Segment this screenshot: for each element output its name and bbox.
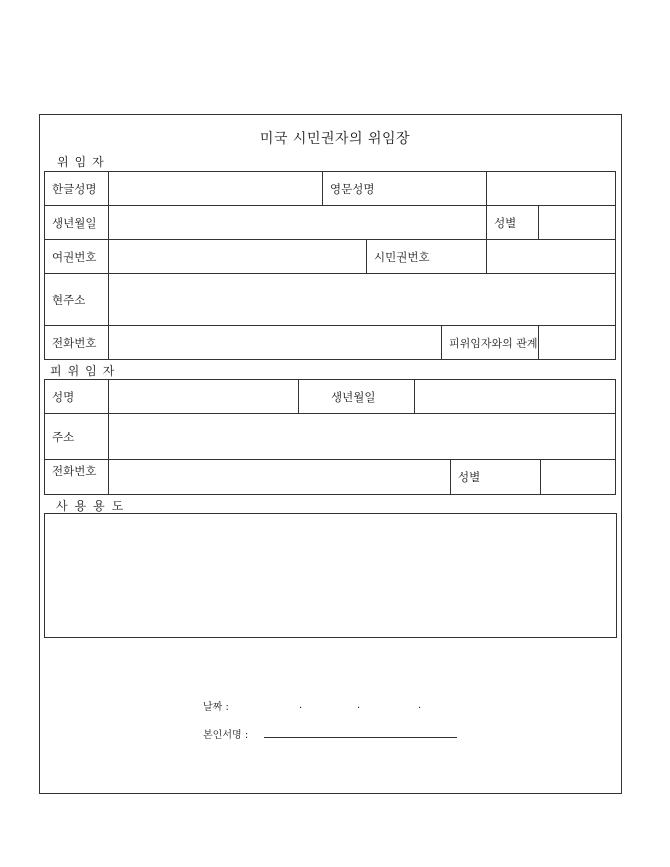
signature-label: 본인서명 : [203,730,249,741]
grantor-phone-label: 전화번호 [45,326,109,360]
date-label: 날짜 : [203,702,229,713]
signature-line[interactable] [264,737,457,738]
english-name-field[interactable] [487,172,616,206]
passport-number-label: 여권번호 [45,240,109,274]
purpose-section-label: 사용용도 [56,499,131,513]
grantor-gender-label: 성별 [487,206,539,240]
date-separator-2: . [357,700,361,711]
grantee-gender-field[interactable] [541,460,616,495]
relationship-field[interactable] [539,326,616,360]
grantor-gender-field[interactable] [539,206,616,240]
grantee-section-label: 피위임자 [50,364,121,378]
grantee-phone-label: 전화번호 [45,460,109,495]
grantee-birth-date-field[interactable] [415,380,616,414]
passport-number-field[interactable] [109,240,367,274]
grantor-address-field[interactable] [109,274,616,326]
english-name-label: 영문성명 [323,172,487,206]
grantor-birth-date-label: 생년월일 [45,206,109,240]
grantee-gender-label: 성별 [451,460,541,495]
grantee-birth-date-label: 생년월일 [299,380,415,414]
grantor-birth-date-field[interactable] [109,206,487,240]
relationship-label: 피위임자와의 관계 [442,326,539,360]
korean-name-field[interactable] [109,172,323,206]
purpose-field[interactable] [44,513,617,638]
grantee-name-field[interactable] [109,380,299,414]
date-separator-1: . [299,700,303,711]
grantee-table [44,379,616,495]
korean-name-label: 한글성명 [45,172,109,206]
grantee-address-label: 주소 [45,414,109,460]
grantor-phone-field[interactable] [109,326,442,360]
grantee-address-field[interactable] [109,414,616,460]
grantor-address-label: 현주소 [45,274,109,326]
grantee-name-label: 성명 [45,380,109,414]
document-title: 미국 시민권자의 위임장 [259,131,411,147]
citizenship-number-field[interactable] [487,240,616,274]
grantor-table [44,171,616,360]
date-separator-3: . [418,700,422,711]
grantor-section-label: 위임자 [57,155,110,169]
citizenship-number-label: 시민권번호 [367,240,487,274]
grantee-phone-field[interactable] [109,460,451,495]
